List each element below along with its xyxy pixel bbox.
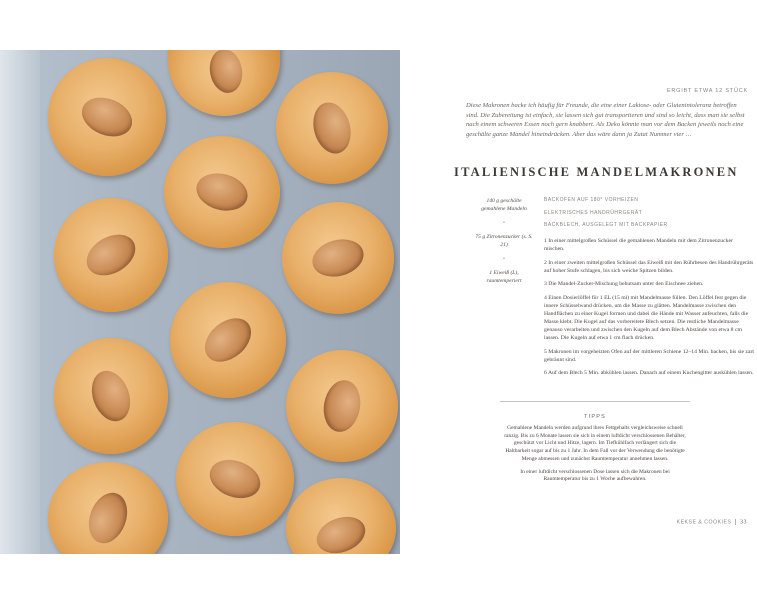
cookie xyxy=(164,136,280,248)
prep-line: ELEKTRISCHES HANDRÜHRGERÄT xyxy=(544,209,643,216)
prep-line: BACKOFEN AUF 180° VORHEIZEN xyxy=(544,197,639,203)
step: 6 Auf dem Blech 5 Min. abkühlen lassen. Danach auf einem Kuchengitter auskühlen lassen. xyxy=(544,370,754,377)
ingredient-separator: • xyxy=(503,220,505,226)
cookie xyxy=(176,422,294,536)
step: 4 Einen Dosierlöffel für 1 EL (15 ml) mit Mandelmasse füllen. Den Löffel fest gegen die innere Schüsselwand drücken, um die Masse zu glätten. Mandelmasse zwischen den Handflächen zu einer Kugel formen und dabei die Hände mit Wasser anfeuchten, falls die Masse klebt. Die Kugel auf das vorbereitete Blech setzen. Die restliche Mandelmasse genauso verarbeiten und zwischen den Kugeln auf dem Blech Abstände von etwa 8 cm lassen. Die Kugeln auf etwa 1 cm flach drücken. xyxy=(544,294,749,342)
ingredient-item: 75 g Zitronenzucker (s. S. 21) xyxy=(475,234,533,248)
recipe-title: ITALIENISCHE MANDELMAKRONEN xyxy=(454,165,739,179)
almond xyxy=(312,510,371,554)
step: 1 In einer mittelgroßen Schüssel die gemahlenen Mandeln mit dem Zitronenzucker mischen. xyxy=(544,238,733,253)
tips-section xyxy=(502,425,688,489)
cookie xyxy=(276,72,388,184)
ingredient-item: 1 Eiweiß (L), raumtemperiert xyxy=(486,270,522,284)
cookie-photo xyxy=(0,50,400,554)
prep-line: BACKBLECH, AUSGELEGT MIT BACKPAPIER xyxy=(544,222,668,229)
step: 3 Die Mandel-Zucker-Mischung behutsam unter den Eischnee ziehen. xyxy=(544,281,704,288)
cookie xyxy=(54,338,168,454)
preparation-notes xyxy=(544,197,752,235)
almond xyxy=(308,234,368,282)
step: 5 Makronen im vorgeheizten Ofen auf der mittleren Schiene 12–14 Min. backen, bis sie zart gebräunt sind. xyxy=(544,348,754,363)
almond xyxy=(82,487,134,548)
almond xyxy=(206,50,245,95)
cookie xyxy=(286,478,396,554)
yield-label: ERGIBT ETWA 12 STÜCK xyxy=(666,88,748,94)
cookie xyxy=(170,282,286,398)
tip-paragraph: Gemahlene Mandeln werden aufgrund ihres Fettgehalts vergleichsweise schnell ranzig. Bis zu 6 Monate lassen sie sich in einem luftdicht verschlossenen Behälter, geschützt vor Licht und Hitze, lagern. Im Tiefkühlfach verlängert sich die Haltbarkeit sogar auf bis zu 1 Jahr. In dem Fall vor der Verwendung die benötigte Menge abmessen und zunächst Raumtemperatur annehmen lassen. xyxy=(504,425,686,462)
ingredient-item: 140 g geschälte gemahlene Mandeln xyxy=(481,198,527,212)
footer-separator xyxy=(735,519,736,525)
baking-tray-edge xyxy=(0,50,40,554)
section-divider xyxy=(500,401,690,402)
almond xyxy=(85,365,137,426)
ingredient-separator: • xyxy=(503,256,505,262)
recipe-page xyxy=(400,50,757,554)
intro-text: Diese Makronen backe ich häufig für Freunde, die eine einer Laktose- oder Glutenintoleranz betroffen sind. Die Zubereitung ist einfach, sie lassen sich gut transportieren und sind so leicht, dass man sie selbst nach einem schweren Essen noch gern knabbert. Als Deko könnte man vor dem Backen jeweils noch eine geschälte ganze Mandel hineindrücken. Aber das wäre dann ja Zutat Nummer vier … xyxy=(466,102,745,138)
page-number: 33 xyxy=(740,519,747,526)
step: 2 In einer zweiten mittelgroßen Schüssel das Eiweiß mit den Rührbesen des Handrührgeräts auf hoher Stufe schlagen, bis sich weiche Spitzen bilden. xyxy=(544,259,754,274)
cookie xyxy=(282,202,394,314)
page-footer xyxy=(677,519,747,525)
almond xyxy=(76,91,138,144)
cookie xyxy=(168,50,280,116)
almond xyxy=(308,98,356,158)
cookie xyxy=(286,350,398,462)
section-name: KEKSE & COOKIES xyxy=(676,519,732,526)
cookie xyxy=(54,198,168,312)
almond xyxy=(79,226,142,283)
almond xyxy=(197,309,260,370)
tips-heading: TIPPS xyxy=(584,414,606,420)
cookie xyxy=(48,58,166,176)
almond xyxy=(320,377,364,434)
ingredient-list xyxy=(474,197,534,291)
almond xyxy=(192,168,252,216)
almond xyxy=(204,453,265,505)
method-steps xyxy=(544,237,754,383)
tip-paragraph: In einer luftdicht verschlossenen Dose lassen sich die Makronen bei Raumtemperatur bis zu 1 Woche aufbewahren. xyxy=(520,468,670,483)
cookie xyxy=(48,462,168,554)
